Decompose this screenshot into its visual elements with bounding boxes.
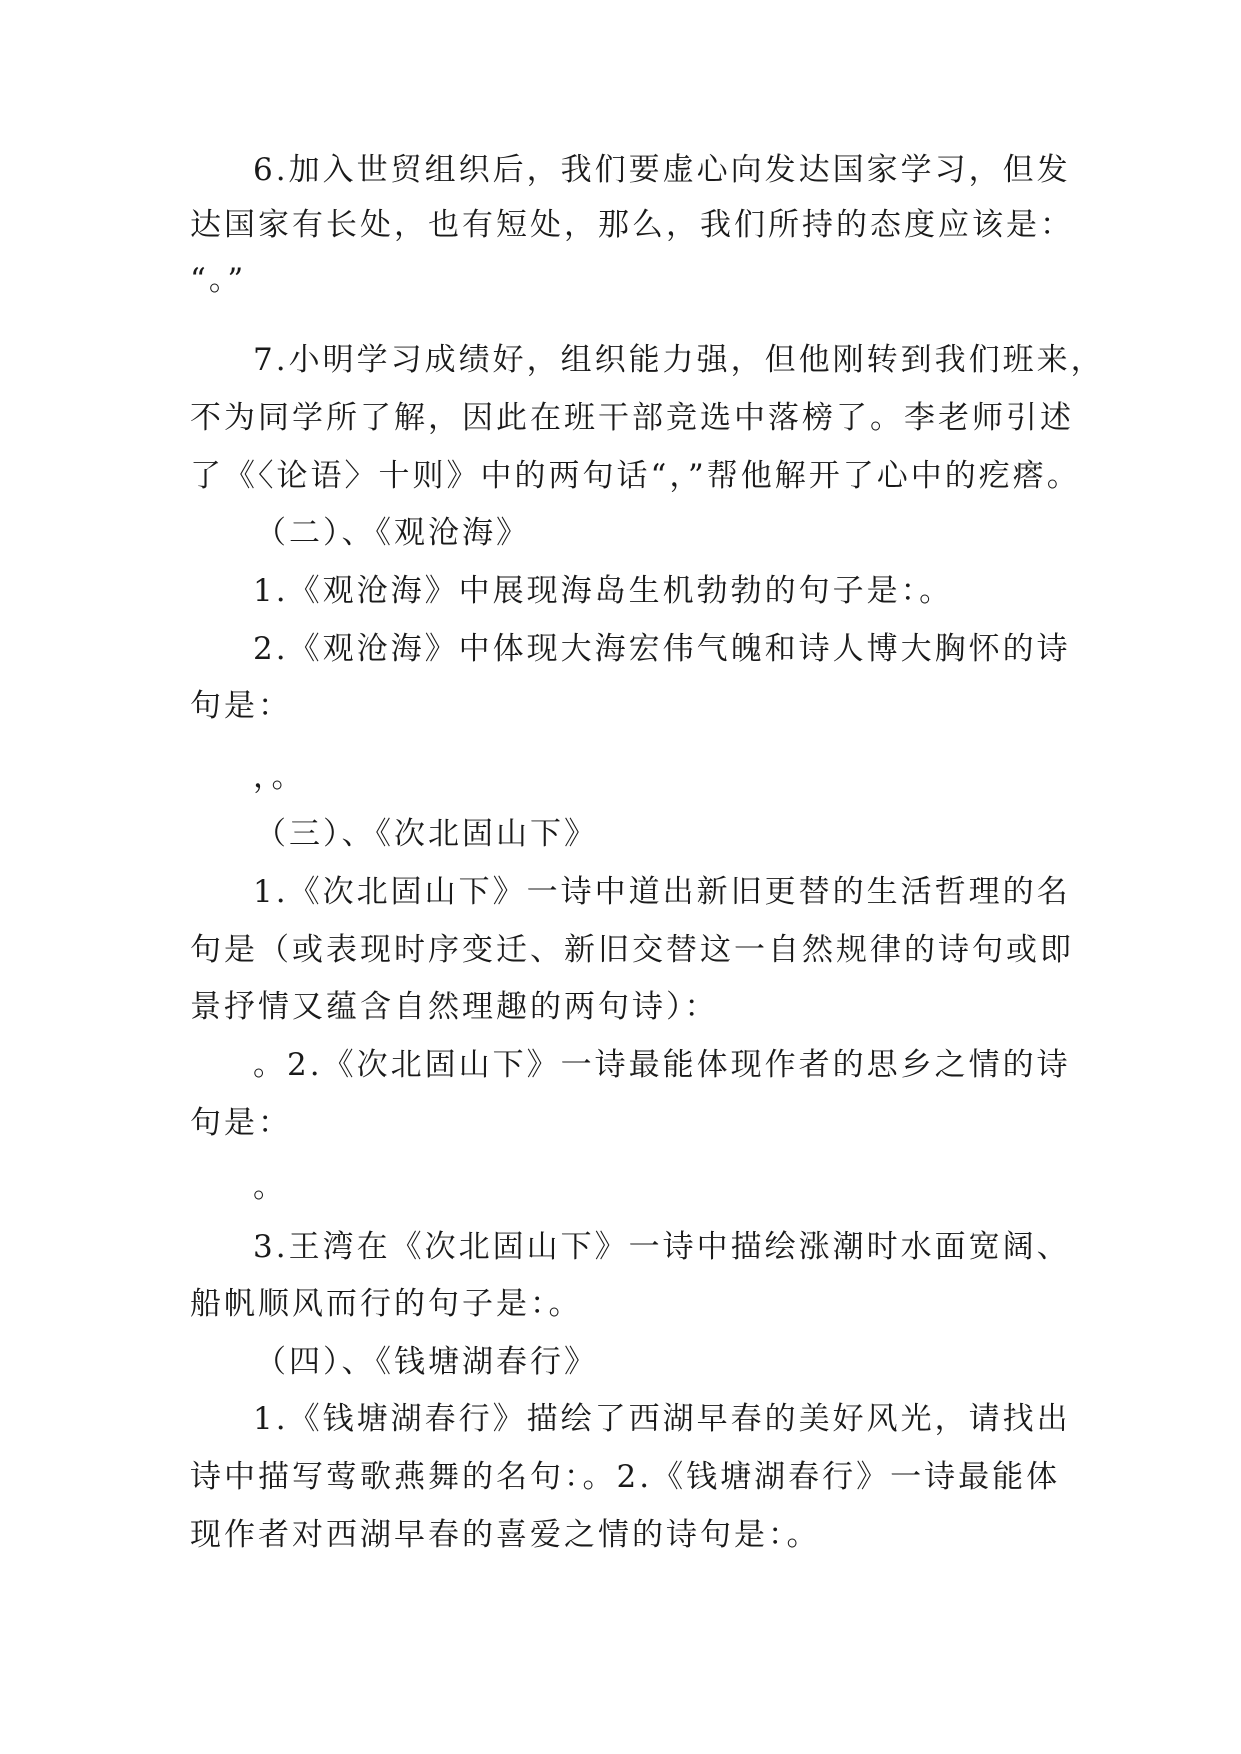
paragraph-line: 句是：: [190, 688, 292, 724]
paragraph-line: 1.《次北固山下》一诗中道出新旧更替的生活哲理的名: [253, 874, 1071, 910]
section-heading: （二）、《观沧海》: [255, 515, 530, 551]
paragraph-line: 诗中描写莺歌燕舞的名句：。2.《钱塘湖春行》一诗最能体: [190, 1459, 1061, 1495]
paragraph-line: 7.小明学习成绩好，组织能力强，但他刚转到我们班来，: [253, 342, 1105, 378]
paragraph-line: 现作者对西湖早春的喜爱之情的诗句是：。: [190, 1517, 821, 1553]
paragraph-line: 2.《观沧海》中体现大海宏伟气魄和诗人博大胸怀的诗: [253, 631, 1071, 667]
paragraph-line: 景抒情又蕴含自然理趣的两句诗）：: [190, 989, 719, 1025]
paragraph-line: 达国家有长处，也有短处，那么，我们所持的态度应该是：: [190, 207, 1074, 243]
paragraph-line: 句是：: [190, 1105, 292, 1141]
paragraph-line: 船帆顺风而行的句子是：。: [190, 1286, 583, 1322]
paragraph-line: 不为同学所了解，因此在班干部竞选中落榜了。李老师引述: [190, 400, 1074, 436]
paragraph-line: “。”: [190, 262, 247, 298]
paragraph-line: 3.王湾在《次北固山下》一诗中描绘涨潮时水面宽阔、: [253, 1229, 1071, 1265]
paragraph-line: ，。: [253, 759, 306, 795]
paragraph-line: 了《〈论语〉十则》中的两句话“，”帮他解开了心中的疙瘩。: [190, 458, 1081, 494]
paragraph-line: 。: [253, 1169, 287, 1205]
section-heading: （三）、《次北固山下》: [255, 816, 598, 852]
section-heading: （四）、《钱塘湖春行》: [255, 1344, 598, 1380]
paragraph-line: 。2.《次北固山下》一诗最能体现作者的思乡之情的诗: [253, 1047, 1071, 1083]
paragraph-line: 1.《观沧海》中展现海岛生机勃勃的句子是：。: [253, 573, 954, 609]
paragraph-line: 句是（或表现时序变迁、新旧交替这一自然规律的诗句或即: [190, 932, 1074, 968]
paragraph-line: 1.《钱塘湖春行》描绘了西湖早春的美好风光，请找出: [253, 1401, 1071, 1437]
paragraph-line: 6.加入世贸组织后，我们要虚心向发达国家学习，但发: [253, 152, 1071, 188]
